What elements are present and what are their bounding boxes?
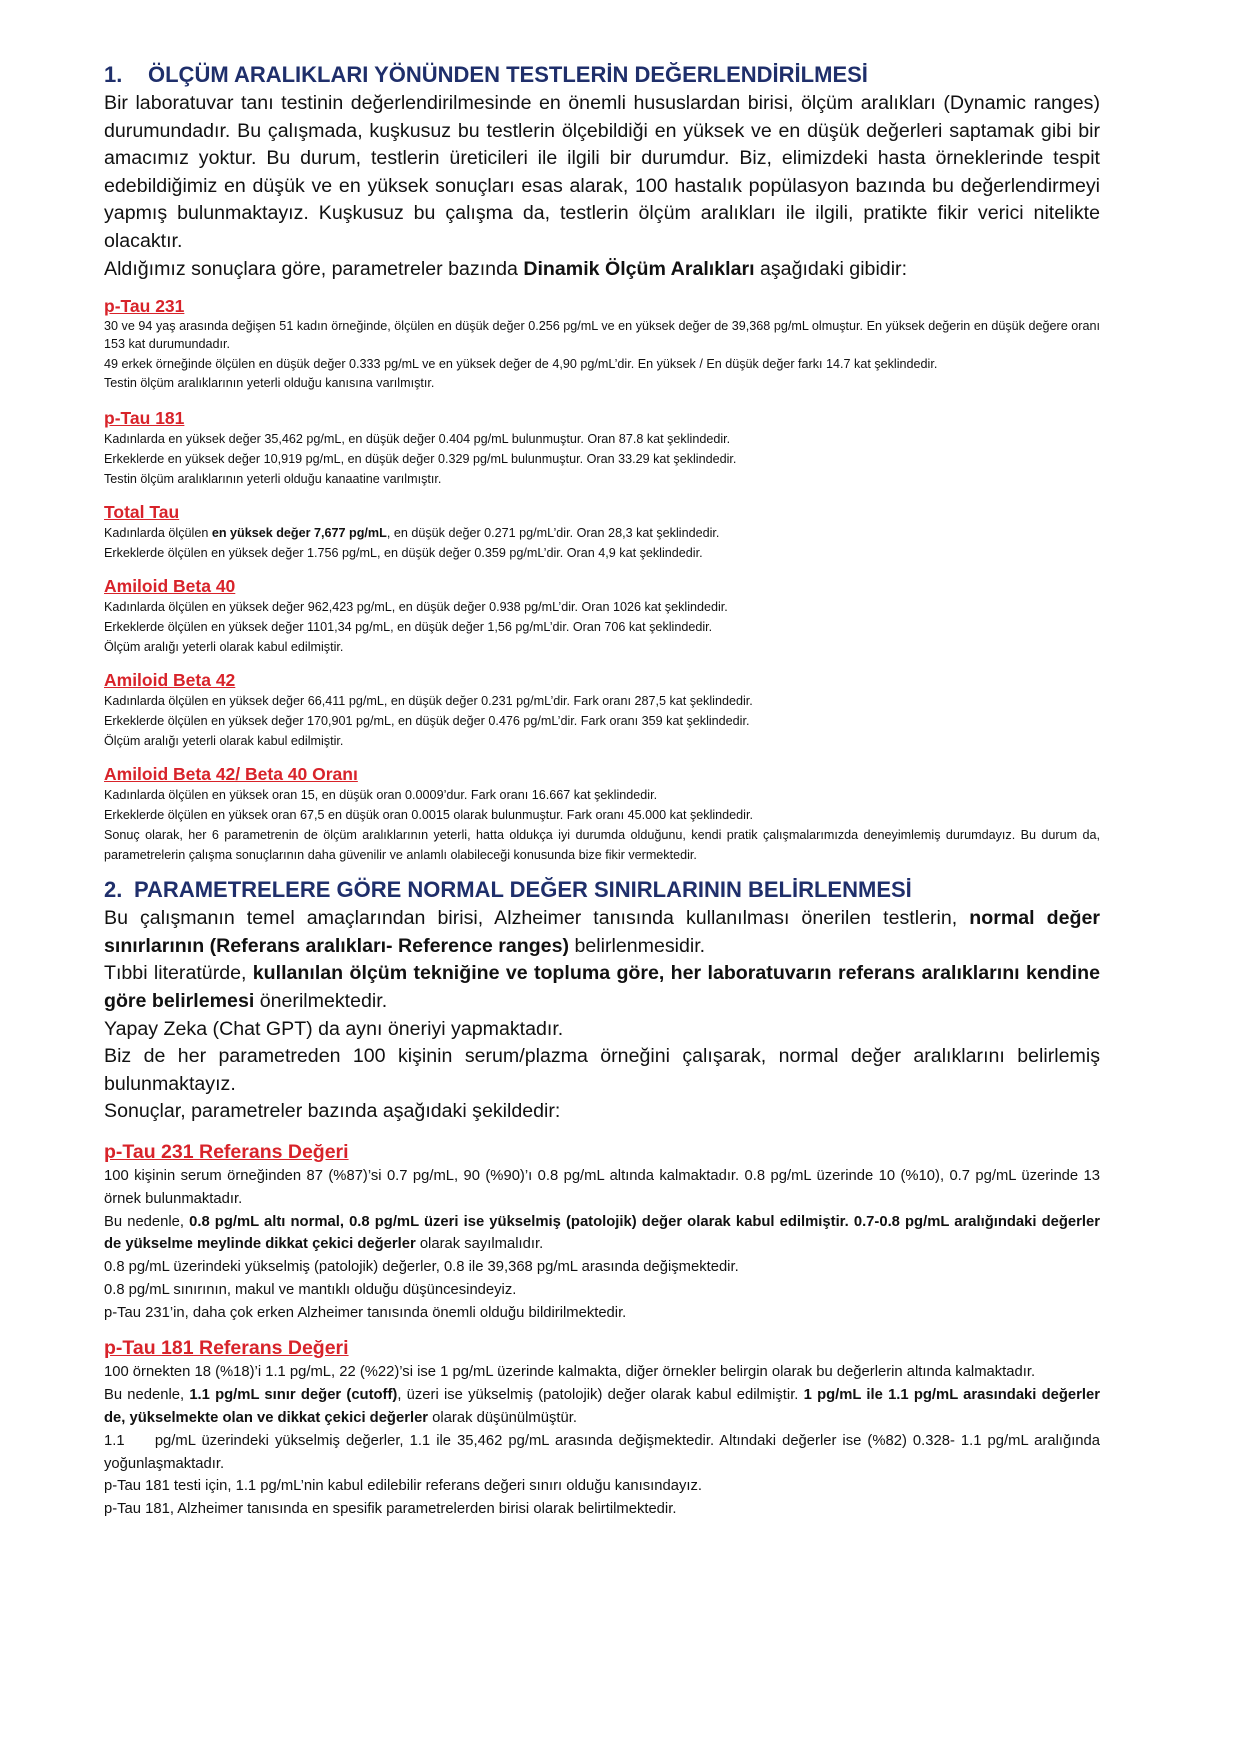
section-1-intro: Bir laboratuvar tanı testinin değerlendirilmesinde en önemli hususlardan birisi, ölçüm aralıkları (Dynamic ranges) durumundadır. Bu çalışmada, kuşkusuz bu testlerin ölçebildiği en yüksek ve en düşük değerleri saptamak gibi bir amacımız yoktur. Bu durum, testlerin üreticileri ile ilgili bir durumdur. Biz, elimizdeki hasta örneklerinde tespit edebildiğimiz en düşük ve en yüksek sonuçları esas alarak, 100 hastalık popülasyon bazında bu değerlendirmeyi yapmış bulunmaktayız. Kuşkusuz bu çalışma da, testlerin ölçüm aralıkları ile ilgili, pratikte fikir verici nitelikte olacaktır. xyxy=(104,92,1100,252)
ratio-line-3: Sonuç olarak, her 6 parametrenin de ölçüm aralıklarının yeterli, hatta oldukça iyi durumda olduğunu, kendi pratik çalışmalarımızda deneyimlemiş durumdayız. Bu durum da, parametrelerin çalışma sonuçlarının daha güvenilir ve anlamlı olabileceği konusunda bize fikir vermektedir. xyxy=(104,828,1100,863)
ref231-line-3: 0.8 pg/mL üzerindeki yükselmiş (patolojik) değerler, 0.8 ile 39,368 pg/mL arasında değişmektedir. xyxy=(104,1259,739,1276)
ref181-line-2-post: olarak düşünülmüştür. xyxy=(428,1410,577,1427)
section-1-lead xyxy=(104,256,1100,284)
ref181-line-2-bold-2: 1 pg/mL ile 1.1 pg/mL arasındaki değerler de, yükselmekte olan ve dikkat çekici değerler xyxy=(104,1387,1100,1427)
ptau231-line-3: Testin ölçüm aralıklarının yeterli olduğu kanısına varılmıştır. xyxy=(104,376,435,391)
lead-bold: Dinamik Ölçüm Aralıkları xyxy=(523,257,755,280)
ptau181-line-3: Testin ölçüm aralıklarının yeterli olduğu kanaatine varılmıştır. xyxy=(104,472,442,487)
ptau231-line-1: 30 ve 94 yaş arasında değişen 51 kadın örneğinde, ölçülen en düşük değer 0.256 pg/mL ve en yüksek değer de 39,368 pg/mL olmuştur. En yüksek değerin en düşük değere oranı 153 kat durumundadır. xyxy=(104,319,1100,352)
ref231-line-5: p-Tau 231’in, daha çok erken Alzheimer tanısında önemli olduğu bildirilmektedir. xyxy=(104,1304,627,1321)
section-2-heading xyxy=(104,877,1100,903)
ratio-heading: Amiloid Beta 42/ Beta 40 Oranı xyxy=(104,764,358,785)
section-2-para-2-pre: Tıbbi literatürde, xyxy=(104,962,253,985)
ref181-line-2-mid: , üzeri ise yükselmiş (patolojik) değer olarak kabul edilmiştir. xyxy=(397,1387,804,1404)
ab40-line-3: Ölçüm aralığı yeterli olarak kabul edilmiştir. xyxy=(104,640,344,655)
lead-text-end: aşağıdaki gibidir: xyxy=(754,257,908,280)
ratio-line-1: Kadınlarda ölçülen en yüksek oran 15, en düşük oran 0.0009’dur. Fark oranı 16.667 kat şeklindedir. xyxy=(104,788,658,803)
section-2-number: 2. xyxy=(104,877,123,903)
ref231-line-4: 0.8 pg/mL sınırının, makul ve mantıklı olduğu düşüncesindeyiz. xyxy=(104,1281,517,1298)
ref181-line-2 xyxy=(104,1384,1100,1430)
ab42-line-1: Kadınlarda ölçülen en yüksek değer 66,411 pg/mL, en düşük değer 0.231 pg/mL’dir. Fark oranı 287,5 kat şeklindedir. xyxy=(104,694,753,709)
ab42-line-2: Erkeklerde ölçülen en yüksek değer 170,901 pg/mL, en düşük değer 0.476 pg/mL’dir. Fark oranı 359 kat şeklindedir. xyxy=(104,714,750,729)
section-2-para-2 xyxy=(104,960,1100,1015)
ref231-line-2-pre: Bu nedenle, xyxy=(104,1213,190,1230)
totaltau-line-1 xyxy=(104,523,1100,543)
ref181-line-3: 1.1 pg/mL üzerindeki yükselmiş değerler, 1.1 ile 35,462 pg/mL arasında değişmektedir. Altındaki değerler ise (%82) 0.328- 1.1 pg/mL aralığında yoğunlaşmaktadır. xyxy=(104,1432,1105,1472)
ratio-line-2: Erkeklerde ölçülen en yüksek oran 67,5 en düşük oran 0.0015 olarak bulunmuştur. Fark oranı 45.000 kat şeklindedir. xyxy=(104,808,753,823)
ref231-line-2-post: olarak sayılmalıdır. xyxy=(415,1236,544,1253)
ptau181-heading: p-Tau 181 xyxy=(104,408,185,429)
section-1-title: ÖLÇÜM ARALIKLARI YÖNÜNDEN TESTLERİN DEĞERLENDİRİLMESİ xyxy=(148,62,868,87)
section-2-para-1-post: belirlenmesidir. xyxy=(569,934,706,957)
ref181-line-5: p-Tau 181, Alzheimer tanısında en spesifik parametrelerden birisi olarak belirtilmektedir. xyxy=(104,1501,677,1518)
lead-text: Aldığımız sonuçlara göre, parametreler bazında xyxy=(104,257,524,280)
ref231-line-1: 100 kişinin serum örneğinden 87 (%87)’si 0.7 pg/mL, 90 (%90)’ı 0.8 pg/mL altında kalmaktadır. 0.8 pg/mL üzerinde 10 (%10), 0.7 pg/mL üzerinde 13 örnek bulunmaktadır. xyxy=(104,1167,1100,1207)
ref181-line-1: 100 örnekten 18 (%18)’i 1.1 pg/mL, 22 (%22)’si ise 1 pg/mL üzerinde kalmakta, diğer örnekler belirgin olarak bu değerlerin altında kalmaktadır. xyxy=(104,1364,1036,1381)
section-2-para-5: Sonuçlar, parametreler bazında aşağıdaki şekildedir: xyxy=(104,1100,561,1123)
ref181-line-2-pre: Bu nedenle, xyxy=(104,1387,190,1404)
section-1-number: 1. xyxy=(104,62,123,87)
ab42-line-3: Ölçüm aralığı yeterli olarak kabul edilmiştir. xyxy=(104,734,344,749)
section-2-para-4: Biz de her parametreden 100 kişinin serum/plazma örneğini çalışarak, normal değer aralıklarını belirlemiş bulunmaktayız. xyxy=(104,1045,1100,1095)
ref231-line-2-bold: 0.8 pg/mL altı normal, 0.8 pg/mL üzeri ise yükselmiş (patolojik) değer olarak kabul edilmiştir. 0.7-0.8 pg/mL aralığındaki değerler de yükselme meylinde dikkat çekici değerler xyxy=(104,1213,1100,1253)
ref231-heading: p-Tau 231 Referans Değeri xyxy=(104,1140,349,1163)
totaltau-heading: Total Tau xyxy=(104,502,180,523)
ref231-line-2 xyxy=(104,1211,1100,1257)
page-content xyxy=(104,62,1105,1521)
section-2-para-1-bold: normal değer sınırlarının (Referans aralıkları- Reference ranges) xyxy=(104,907,1100,957)
ab40-line-2: Erkeklerde ölçülen en yüksek değer 1101,34 pg/mL, en düşük değer 1,56 pg/mL’dir. Oran 706 kat şeklindedir. xyxy=(104,620,713,635)
totaltau-line-1-pre: Kadınlarda ölçülen xyxy=(104,526,212,541)
ab42-heading: Amiloid Beta 42 xyxy=(104,670,236,691)
ref181-line-4: p-Tau 181 testi için, 1.1 pg/mL’nin kabul edilebilir referans değeri sınırı olduğu kanısındayız. xyxy=(104,1478,702,1495)
section-2-para-1-pre: Bu çalışmanın temel amaçlarından birisi, Alzheimer tanısında kullanılması önerilen testlerin, xyxy=(104,907,970,930)
ptau181-line-1: Kadınlarda en yüksek değer 35,462 pg/mL, en düşük değer 0.404 pg/mL bulunmuştur. Oran 87.8 kat şeklindedir. xyxy=(104,432,731,447)
ref181-heading: p-Tau 181 Referans Değeri xyxy=(104,1337,349,1360)
section-1-heading xyxy=(104,62,1100,88)
ptau231-heading: p-Tau 231 xyxy=(104,296,185,317)
section-2-title: PARAMETRELERE GÖRE NORMAL DEĞER SINIRLARININ BELİRLENMESİ xyxy=(134,877,912,903)
totaltau-line-1-bold: en yüksek değer 7,677 pg/mL xyxy=(211,526,387,541)
ab40-line-1: Kadınlarda ölçülen en yüksek değer 962,423 pg/mL, en düşük değer 0.938 pg/mL’dir. Oran 1026 kat şeklindedir. xyxy=(104,600,728,615)
ptau181-line-2: Erkeklerde en yüksek değer 10,919 pg/mL, en düşük değer 0.329 pg/mL bulunmuştur. Oran 33.29 kat şeklindedir. xyxy=(104,452,737,467)
section-2-para-2-post: önerilmektedir. xyxy=(254,989,388,1012)
ref181-line-2-bold-1: 1.1 pg/mL sınır değer (cutoff) xyxy=(189,1387,398,1404)
section-2-para-1 xyxy=(104,905,1100,960)
ptau231-line-2: 49 erkek örneğinde ölçülen en düşük değer 0.333 pg/mL ve en yüksek değer de 4,90 pg/mL’dir. En yüksek / En düşük değer farkı 14.7 kat şeklindedir. xyxy=(104,357,938,372)
totaltau-line-1-post: , en düşük değer 0.271 pg/mL’dir. Oran 28,3 kat şeklindedir. xyxy=(386,526,720,541)
ab40-heading: Amiloid Beta 40 xyxy=(104,576,236,597)
section-2-para-3: Yapay Zeka (Chat GPT) da aynı öneriyi yapmaktadır. xyxy=(104,1017,564,1040)
section-2-para-2-bold: kullanılan ölçüm tekniğine ve topluma göre, her laboratuvarın referans aralıklarını kendine göre belirlemesi xyxy=(104,962,1100,1012)
totaltau-line-2: Erkeklerde ölçülen en yüksek değer 1.756 pg/mL, en düşük değer 0.359 pg/mL’dir. Oran 4,9 kat şeklindedir. xyxy=(104,546,703,561)
